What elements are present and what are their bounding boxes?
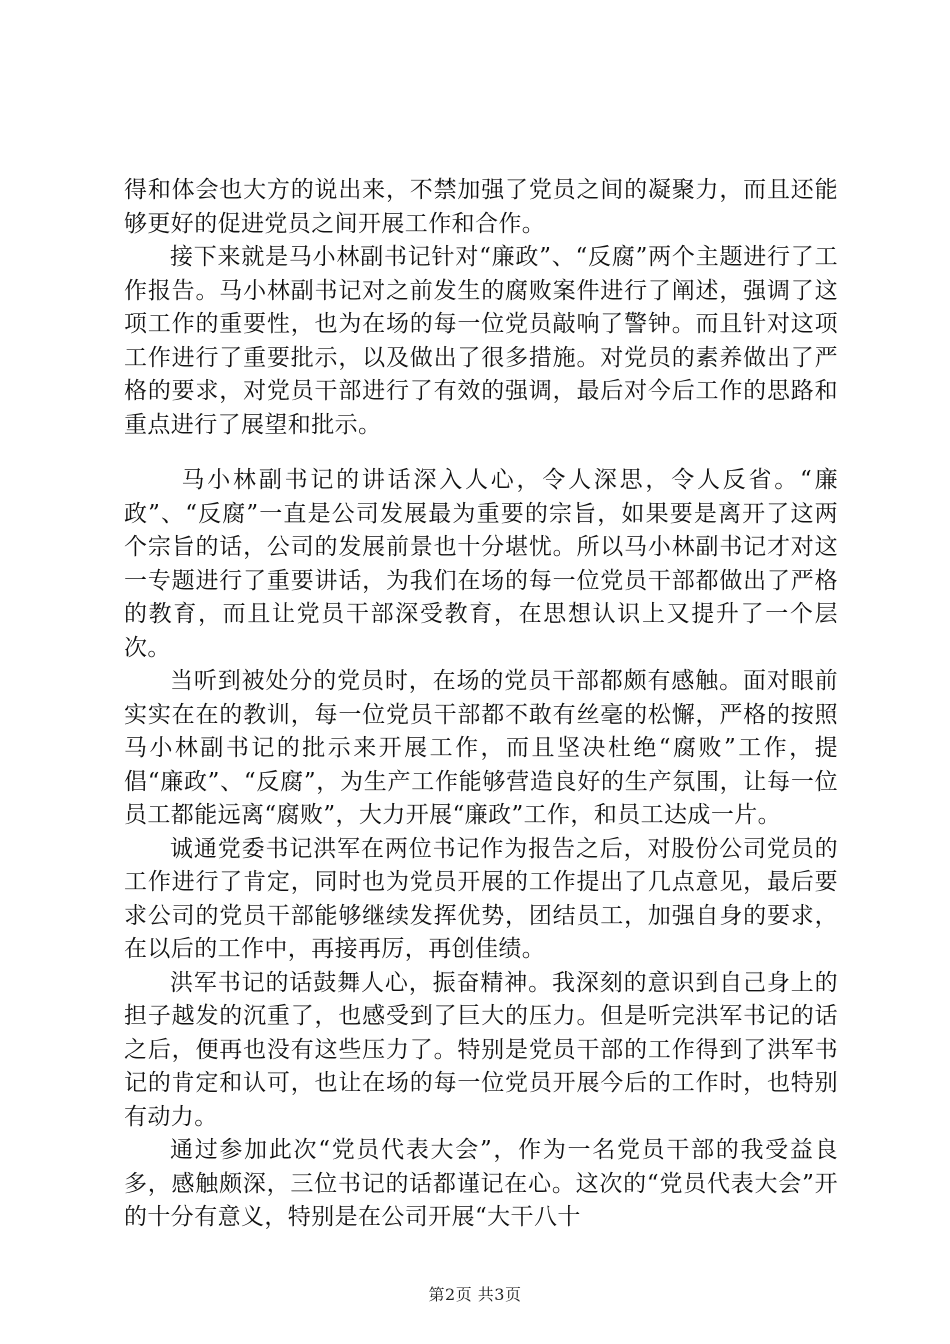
paragraph-continuation: 得和体会也大方的说出来，不禁加强了党员之间的凝聚力，而且还能够更好的促进党员之间开展工作和合作。: [124, 177, 838, 237]
paragraph-report: 接下来就是马小林副书记针对“廉政”、“反腐”两个主题进行了工作报告。马小林副书记对之前发生的腐败案件进行了阐述，强调了这项工作的重要性，也为在场的每一位党员敲响了警钟。而且针对这项工作进行了重要批示，以及做出了很多措施。对党员的素养做出了严格的要求，对党员干部进行了有效的强调，最后对今后工作的思路和重点进行了展望和批示。: [124, 244, 838, 438]
paragraph-speech-reflection: 马小林副书记的讲话深入人心，令人深思，令人反省。“廉政”、“反腐”一直是公司发展最为重要的宗旨，如果要是离开了这两个宗旨的话，公司的发展前景也十分堪忧。所以马小林副书记才对这一专题进行了重要讲话，为我们在场的每一位党员干部都做出了严格的教育，而且让党员干部深受教育，在思想认识上又提升了一个层次。: [124, 467, 838, 661]
paragraph-gap: [124, 442, 838, 464]
document-body: [124, 174, 838, 1235]
page-number-footer: 第2页 共3页: [428, 1285, 522, 1304]
paragraph-discipline: 当听到被处分的党员时，在场的党员干部都颇有感触。面对眼前实实在在的教训，每一位党员干部都不敢有丝毫的松懈，严格的按照马小林副书记的批示来开展工作，而且坚决杜绝“腐败”工作，提倡“廉政”、“反腐”，为生产工作能够营造良好的生产氛围，让每一位员工都能远离“腐败”，大力开展“廉政”工作，和员工达成一片。: [124, 668, 838, 828]
paragraph-conclusion: 通过参加此次“党员代表大会”，作为一名党员干部的我受益良多，感触颇深，三位书记的话都谨记在心。这次的“党员代表大会”开的十分有意义，特别是在公司开展“大干八十: [124, 1137, 838, 1230]
paragraph-encouragement: 洪军书记的话鼓舞人心，振奋精神。我深刻的意识到自己身上的担子越发的沉重了，也感受到了巨大的压力。但是听完洪军书记的话之后，便再也没有这些压力了。特别是党员干部的工作得到了洪军书记的肯定和认可，也让在场的每一位党员开展今后的工作时，也特别有动力。: [124, 969, 838, 1130]
paragraph-party-secretary: 诚通党委书记洪军在两位书记作为报告之后，对股份公司党员的工作进行了肯定，同时也为党员开展的工作提出了几点意见，最后要求公司的党员干部能够继续发挥优势，团结员工，加强自身的要求，在以后的工作中，再接再厉，再创佳绩。: [124, 835, 838, 962]
